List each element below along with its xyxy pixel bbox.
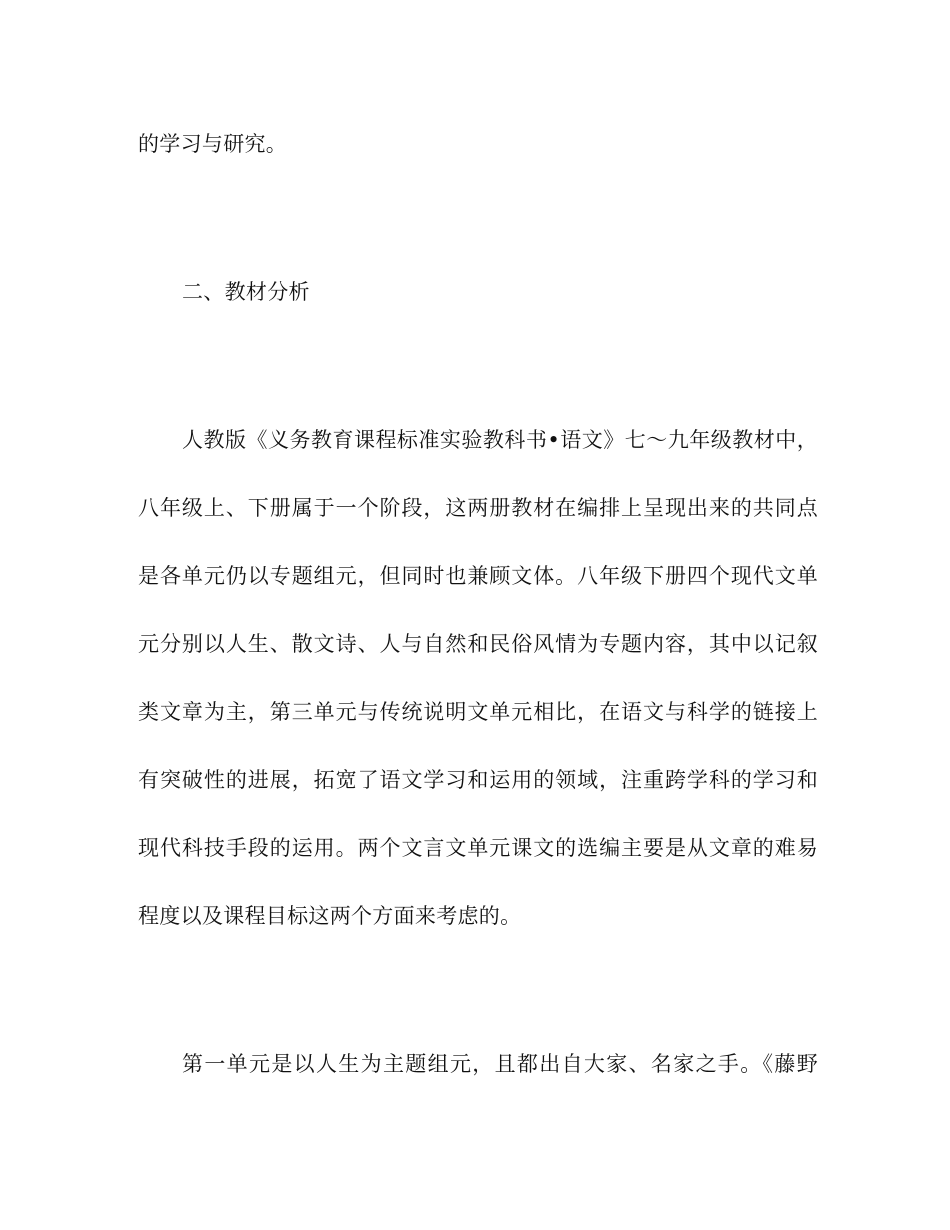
paragraph-line: 现代科技手段的运用。两个文言文单元课文的选编主要是从文章的难易 <box>138 836 818 860</box>
paragraph-line: 是各单元仍以专题组元，但同时也兼顾文体。八年级下册四个现代文单 <box>138 564 818 588</box>
section-heading: 二、教材分析 <box>182 280 310 304</box>
paragraph-line: 程度以及课程目标这两个方面来考虑的。 <box>138 904 522 928</box>
paragraph-line: 类文章为主，第三单元与传统说明文单元相比，在语文与科学的链接上 <box>138 700 818 724</box>
paragraph-line: 第一单元是以人生为主题组元，且都出自大家、名家之手。《藤野 <box>182 1052 818 1076</box>
paragraph-line: 元分别以人生、散文诗、人与自然和民俗风情为专题内容，其中以记叙 <box>138 632 818 656</box>
paragraph-line: 人教版《义务教育课程标准实验教科书•语文》七～九年级教材中， <box>182 428 818 452</box>
fragment-line: 的学习与研究。 <box>138 132 288 156</box>
paragraph-line: 有突破性的进展，拓宽了语文学习和运用的领域，注重跨学科的学习和 <box>138 768 818 792</box>
paragraph-line: 八年级上、下册属于一个阶段，这两册教材在编排上呈现出来的共同点 <box>138 496 818 520</box>
